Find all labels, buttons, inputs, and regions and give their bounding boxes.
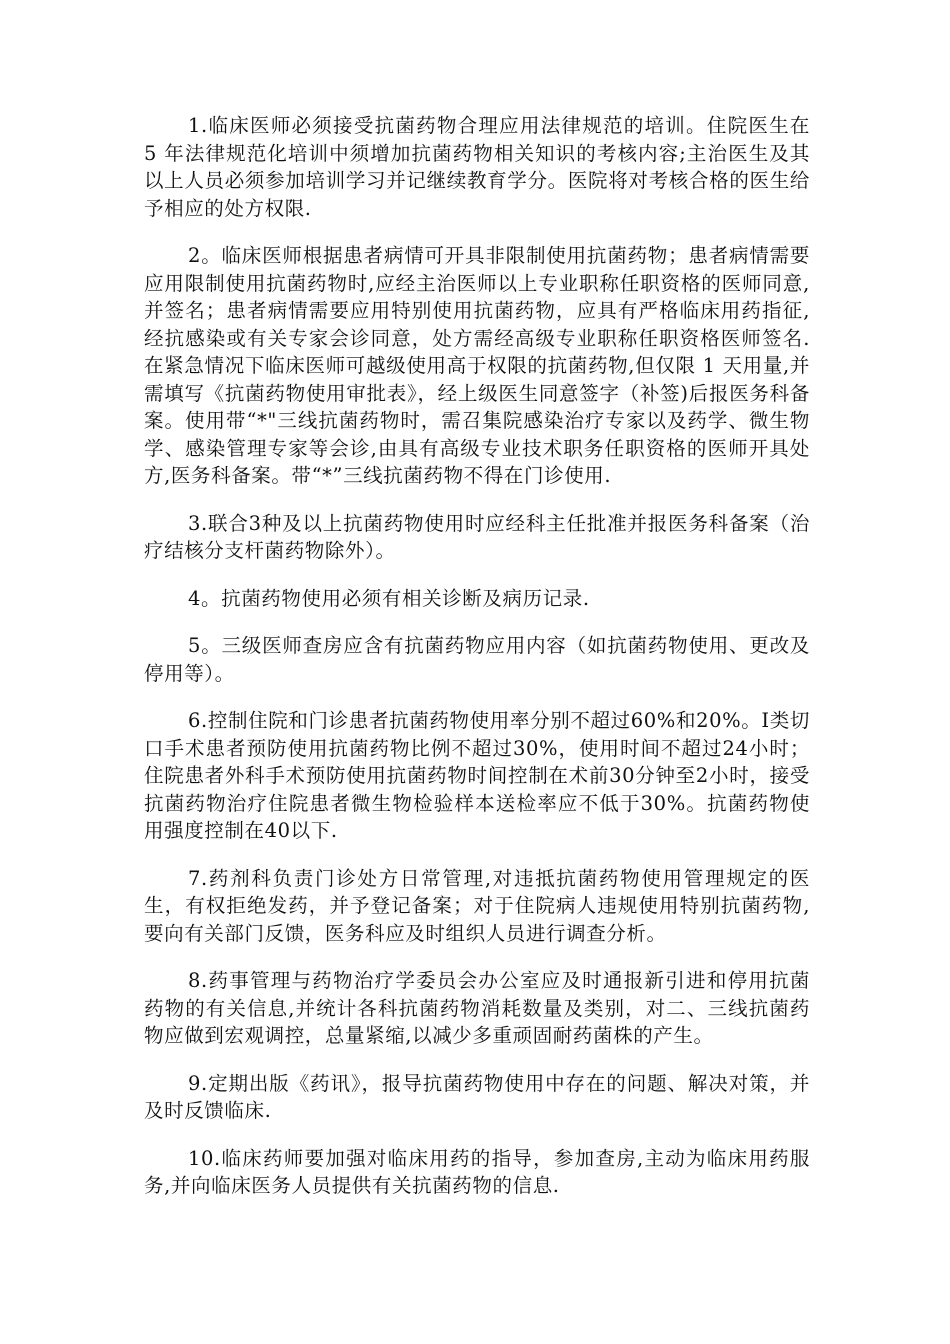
document-page: [144, 112, 810, 1220]
paragraph-5: 5。三级医师查房应含有抗菌药物应用内容（如抗菌药物使用、更改及停用等）。: [144, 634, 810, 685]
paragraph-4: 4。抗菌药物使用必须有相关诊断及病历记录.: [188, 586, 590, 610]
paragraph-7: 7.药剂科负责门诊处方日常管理,对违抵抗菌药物使用管理规定的医生，有权拒绝发药，并予登记备案；对于住院病人违规使用特别抗菌药物,要向有关部门反馈，医务科应及时组织人员进行调查分析。: [144, 866, 810, 945]
paragraph-6: 6.控制住院和门诊患者抗菌药物使用率分别不超过60%和20%。I类切口手术患者预防使用抗菌药物比例不超过30%，使用时间不超过24小时；住院患者外科手术预防使用抗菌药物时间控制在术前30分钟至2小时，接受抗菌药物治疗住院患者微生物检验样本送检率应不低于30%。抗菌药物使用强度控制在40以下.: [144, 709, 810, 842]
paragraph-9: 9.定期出版《药讯》，报导抗菌药物使用中存在的问题、解决对策，并及时反馈临床.: [144, 1071, 810, 1122]
paragraph-1: 1.临床医师必须接受抗菌药物合理应用法律规范的培训。住院医生在 5 年法律规范化培训中须增加抗菌药物相关知识的考核内容;主治医生及其以上人员必须参加培训学习并记继续教育学分。医院将对考核合格的医生给予相应的处方权限.: [144, 114, 810, 220]
paragraph-3: 3.联合3种及以上抗菌药物使用时应经科主任批准并报医务科备案（治疗结核分支杆菌药物除外）。: [144, 511, 810, 562]
paragraph-10: 10.临床药师要加强对临床用药的指导，参加查房,主动为临床用药服务,并向临床医务人员提供有关抗菌药物的信息.: [144, 1146, 810, 1197]
paragraph-2: 2。临床医师根据患者病情可开具非限制使用抗菌药物；患者病情需要应用限制使用抗菌药物时,应经主治医师以上专业职称任职资格的医师同意,并签名；患者病情需要应用特别使用抗菌药物，应具有严格临床用药指征,经抗感染或有关专家会诊同意，处方需经高级专业职称任职资格医师签名.在紧急情况下临床医师可越级使用高于权限的抗菌药物,但仅限 1 天用量,并需填写《抗菌药物使用审批表》，经上级医生同意签字（补签)后报医务科备案。使用带“*"三线抗菌药物时，需召集院感染治疗专家以及药学、微生物学、感染管理专家等会诊,由具有高级专业技术职务任职资格的医师开具处方,医务科备案。带“*”三线抗菌药物不得在门诊使用.: [144, 244, 810, 487]
paragraph-8: 8.药事管理与药物治疗学委员会办公室应及时通报新引进和停用抗菌药物的有关信息,并统计各科抗菌药物消耗数量及类别，对二、三线抗菌药物应做到宏观调控，总量紧缩,以减少多重顽固耐药菌株的产生。: [144, 969, 810, 1047]
